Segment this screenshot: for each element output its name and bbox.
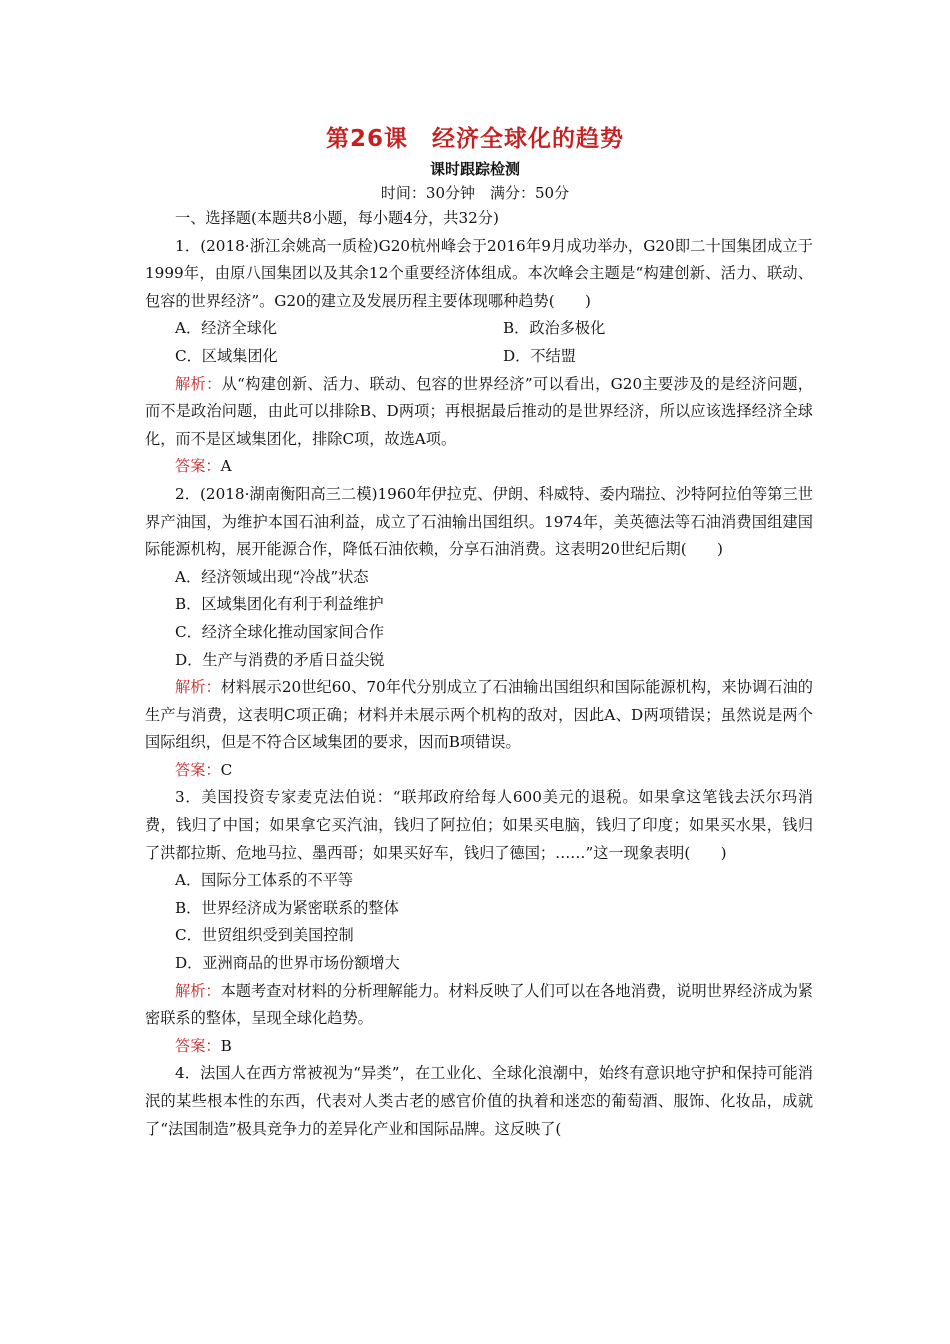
question-3-answer bbox=[145, 1033, 813, 1061]
analysis-label: 解析： bbox=[175, 374, 222, 393]
question-2-stem: 2．(2018·湖南衡阳高三二模)1960年伊拉克、伊朗、科威特、委内瑞拉、沙特阿拉伯等第三世界产油国，为维护本国石油利益，成立了石油输出国组织。1974年，美英德法等石油消费国组建国际能源机构，展开能源合作，降低石油依赖，分享石油消费。这表明20世纪后期( ) bbox=[145, 484, 813, 559]
question-4-stem: 4．法国人在西方常被视为“异类”，在工业化、全球化浪潮中，始终有意识地守护和保持可能消泯的某些根本性的东西，代表对人类古老的感官价值的执着和迷恋的葡萄酒、服饰、化妆品，成就了“法国制造”极具竞争力的差异化产业和国际品牌。这反映了( bbox=[145, 1064, 813, 1138]
analysis-label: 解析： bbox=[175, 981, 221, 1000]
section-subtitle: 课时跟踪检测 bbox=[429, 160, 520, 178]
question-3-answer-value: B bbox=[220, 1036, 232, 1055]
question-2-analysis bbox=[145, 674, 813, 757]
answer-label: 答案： bbox=[175, 1036, 221, 1055]
question-2-analysis-text: 材料展示20世纪60、70年代分别成立了石油输出国组织和国际能源机构，来协调石油的生产与消费，这表明C项正确；材料并未展示两个机构的敌对，因此A、D两项错误；虽然说是两个国际组织，但是不符合区域集团的要求，因而B项错误。 bbox=[145, 678, 813, 752]
question-3-stem: 3．美国投资专家麦克法伯说：“联邦政府给每人600美元的退税。如果拿这笔钱去沃尔玛消费，钱归了中国；如果拿它买汽油，钱归了阿拉伯；如果买电脑，钱归了印度；如果买水果，钱归了洪都拉斯、危地马拉、墨西哥；如果买好车，钱归了德国；……”这一现象表明( ) bbox=[145, 788, 813, 862]
analysis-label: 解析： bbox=[175, 678, 221, 697]
question-1-stem: 1．(2018·浙江余姚高一质检)G20杭州峰会于2016年9月成功举办，G20即二十国集团成立于1999年，由原八国集团以及其余12个重要经济体组成。本次峰会主题是“构建创新、活力、联动、包容的世界经济”。G20的建立及发展历程主要体现哪种趋势( ) bbox=[145, 236, 813, 310]
question-1-answer bbox=[145, 453, 813, 481]
question-1-options bbox=[145, 315, 813, 370]
answer-label: 答案： bbox=[175, 760, 221, 779]
answer-label: 答案： bbox=[175, 457, 221, 476]
lesson-title: 第26课 经济全球化的趋势 bbox=[325, 126, 624, 152]
document-body bbox=[145, 205, 813, 1143]
question-3-option-a: A．国际分工体系的不平等 bbox=[175, 871, 354, 890]
question-1-option-b: B．政治多极化 bbox=[503, 319, 606, 338]
question-1-analysis bbox=[145, 371, 813, 454]
question-2-option-a: A．经济领域出现“冷战”状态 bbox=[175, 567, 369, 586]
question-3-option-d: D．亚洲商品的世界市场份额增大 bbox=[175, 954, 400, 973]
question-3-option-c: C．世贸组织受到美国控制 bbox=[175, 926, 354, 945]
question-3-option-b: B．世界经济成为紧密联系的整体 bbox=[175, 898, 399, 917]
section-heading: 一、选择题(本题共8小题，每小题4分，共32分) bbox=[175, 209, 499, 227]
question-1-option-c: C．区域集团化 bbox=[175, 346, 278, 365]
question-2-option-d: D．生产与消费的矛盾日益尖锐 bbox=[175, 650, 385, 669]
question-3-analysis-text: 本题考查对材料的分析理解能力。材料反映了人们可以在各地消费，说明世界经济成为紧密联系的整体，呈现全球化趋势。 bbox=[145, 981, 814, 1028]
question-2-answer-value: C bbox=[220, 760, 233, 779]
question-2-answer bbox=[145, 757, 813, 785]
question-3-analysis bbox=[145, 978, 813, 1033]
exam-meta: 时间：30分钟 满分：50分 bbox=[380, 184, 570, 202]
question-1-answer-value: A bbox=[220, 457, 232, 476]
question-1-analysis-text: 从“构建创新、活力、联动、包容的世界经济”可以看出，G20主要涉及的是经济问题，而不是政治问题，由此可以排除B、D两项；再根据最后推动的是世界经济，所以应该选择经济全球化，而不是区域集团化，排除C项，故选A项。 bbox=[145, 374, 813, 448]
question-2-option-c: C．经济全球化推动国家间合作 bbox=[175, 622, 385, 641]
question-2-option-b: B．区域集团化有利于利益维护 bbox=[175, 595, 384, 614]
question-1-option-d: D．不结盟 bbox=[503, 346, 576, 365]
question-1-option-a: A．经济全球化 bbox=[175, 319, 278, 338]
